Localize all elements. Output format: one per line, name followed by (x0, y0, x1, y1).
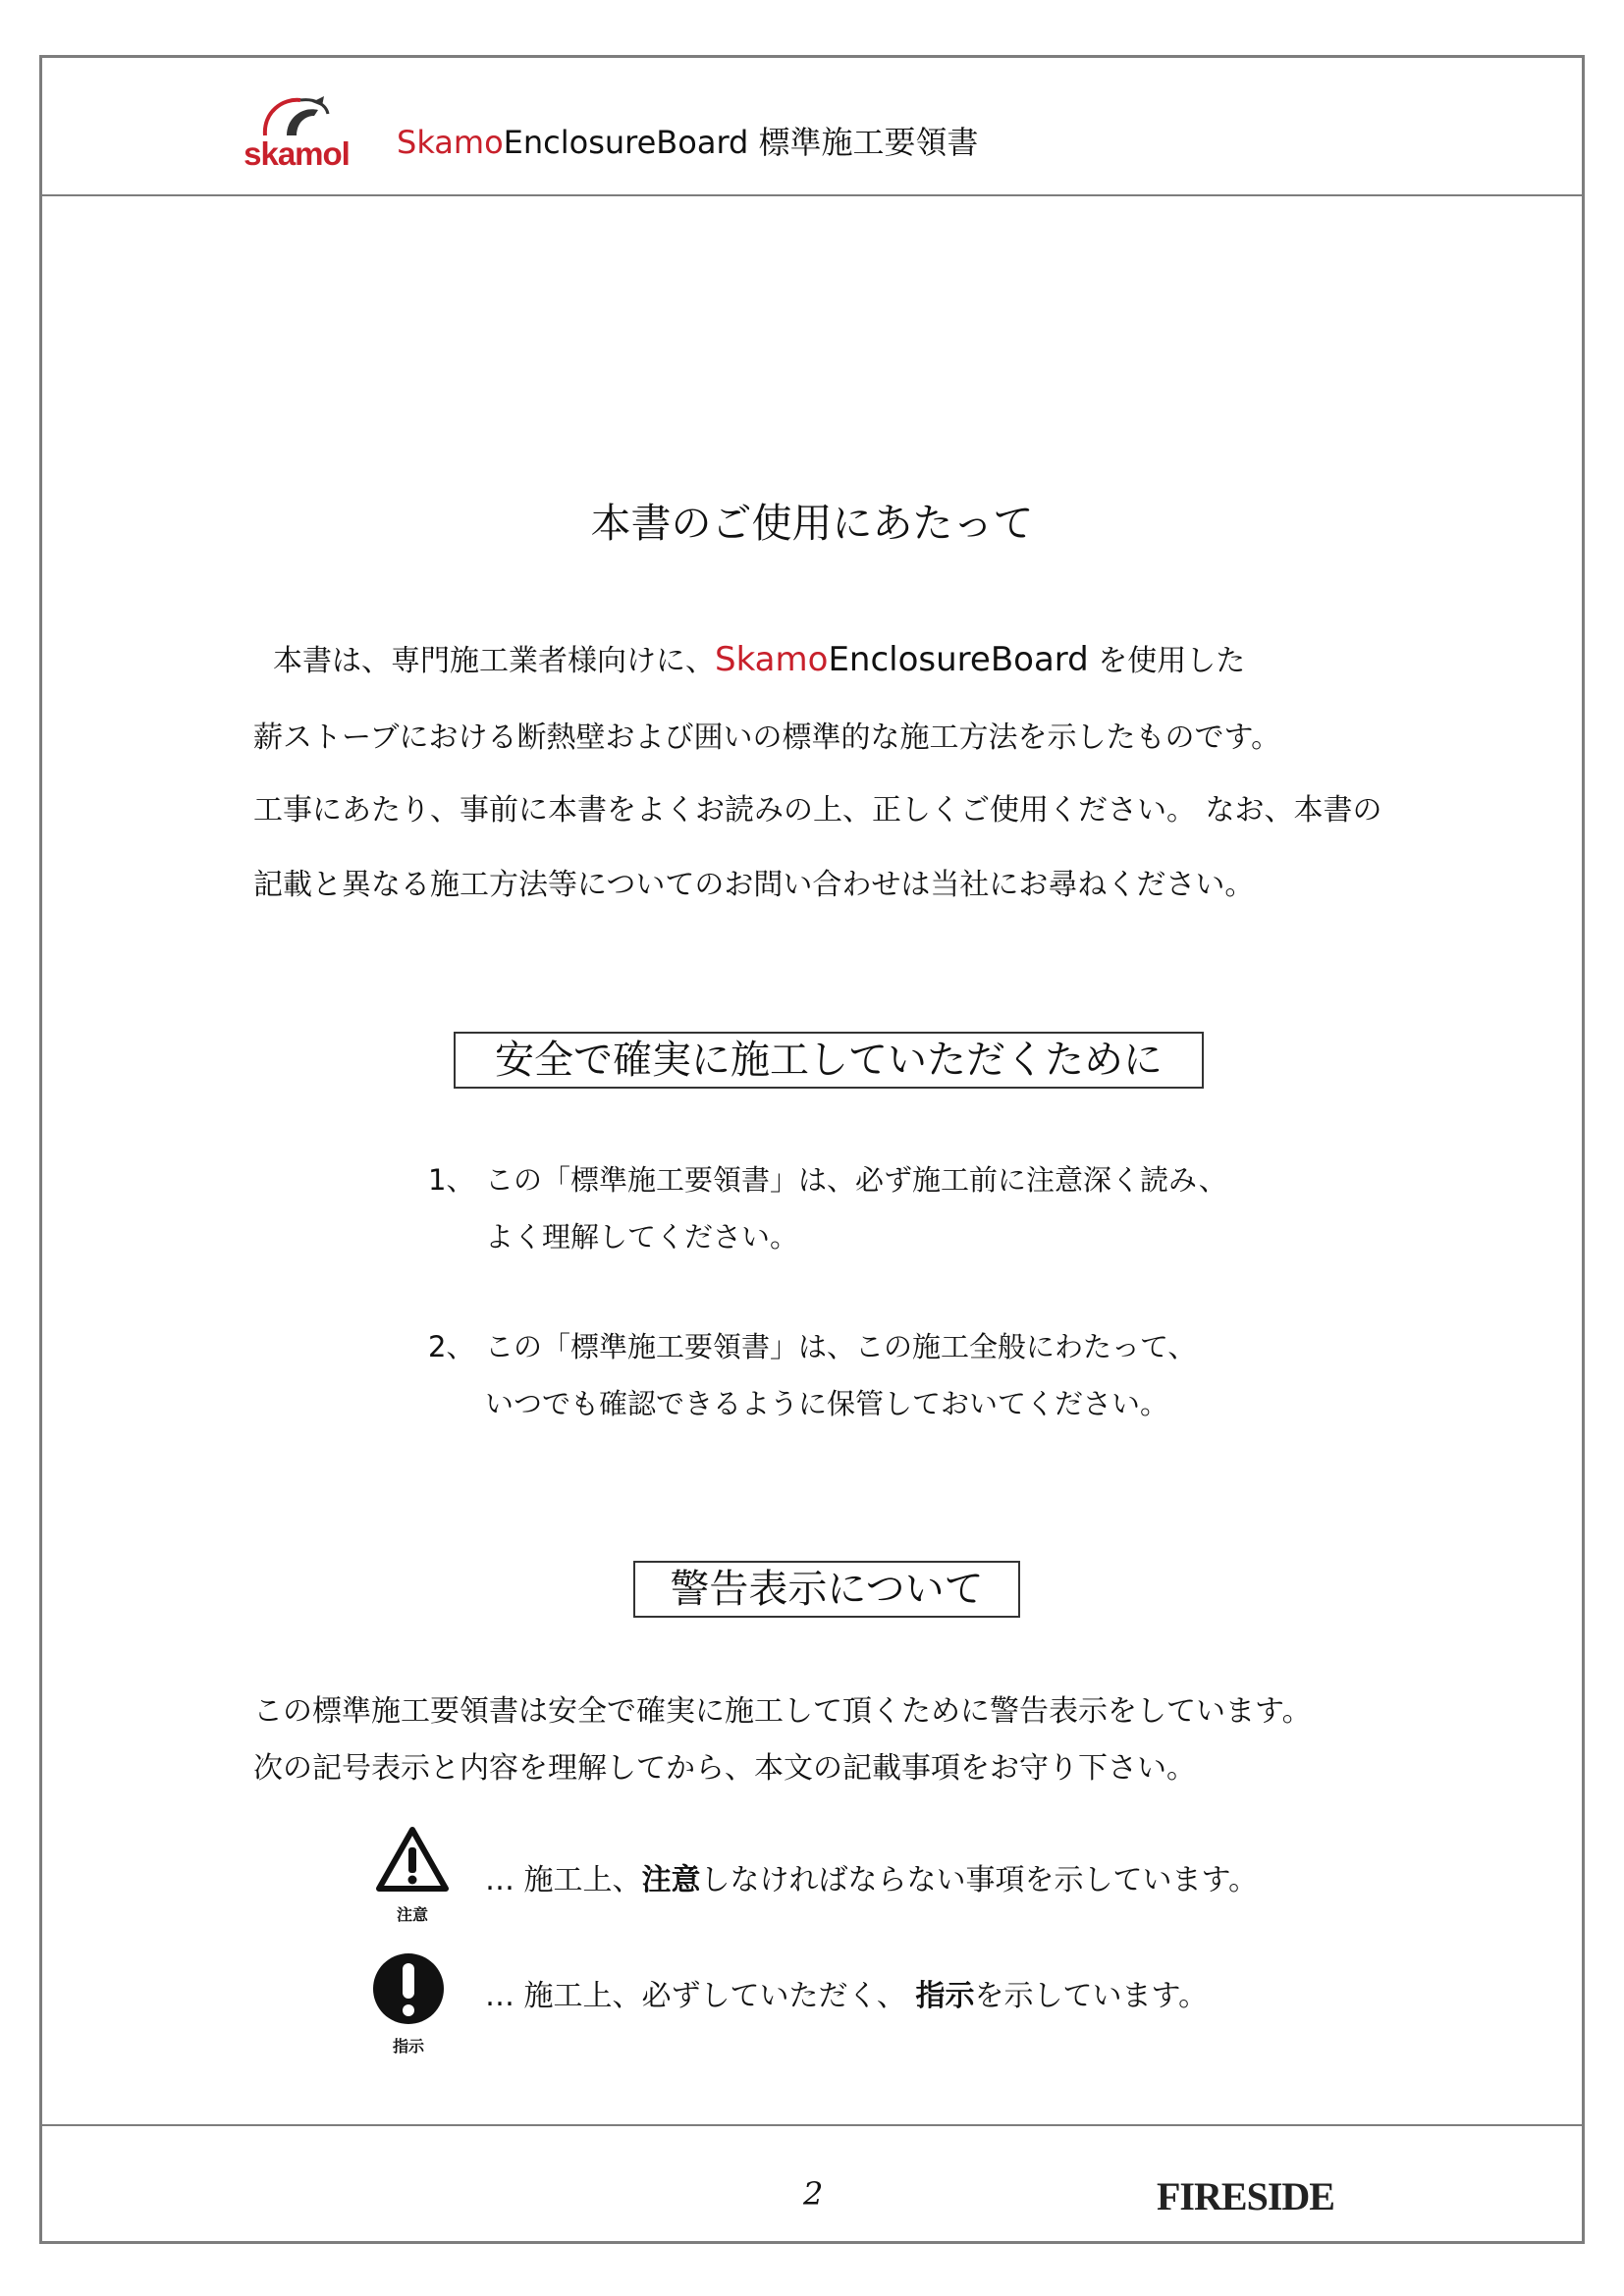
item-line-1: この「標準施工要領書」は、必ず施工前に注意深く読み、 (485, 1163, 1227, 1197)
intro-line-1: 本書は、専門施工業者様向けに、SkamoEnclosureBoard を使用した (273, 640, 1246, 679)
intro-line-3: 工事にあたり、事前に本書をよくお読みの上、正しくご使用ください。 なお、本書の (253, 793, 1382, 828)
document-title (397, 118, 979, 163)
intro-brand: Skamo (715, 640, 829, 679)
instruction-keyword: 指示 (915, 1979, 975, 2013)
item-line-2: よく理解してください。 (485, 1220, 799, 1254)
item-line-2: いつでも確認できるように保管しておいてください。 (485, 1387, 1169, 1420)
item-line-1: この「標準施工要領書」は、この施工全般にわたって、 (485, 1330, 1197, 1363)
caution-caption: 注意 (396, 1905, 428, 1924)
safety-heading: 安全で確実に施工していただくために (454, 1032, 1204, 1089)
warning-heading: 警告表示について (633, 1561, 1020, 1618)
intro-product: EnclosureBoard (828, 640, 1089, 679)
skamol-logo (238, 92, 355, 177)
page-frame (39, 55, 1585, 2244)
instruction-symbol (369, 1951, 448, 2056)
document-title-brand: Skamo (397, 124, 504, 161)
caution-keyword: 注意 (641, 1863, 701, 1897)
intro-line-4: 記載と異なる施工方法等についてのお問い合わせは当社にお尋ねください。 (253, 868, 1255, 902)
document-title-rest: EnclosureBoard 標準施工要領書 (503, 124, 979, 161)
warning-intro-line-1: この標準施工要領書は安全で確実に施工して頂くために警告表示をしています。 (253, 1694, 1312, 1729)
instruction-description: … 施工上、必ずしていただく、 指示を示しています。 (485, 1979, 1209, 2013)
item-number: 2、 (428, 1330, 475, 1363)
exclamation-circle-icon (371, 1951, 446, 2026)
caution-symbol (371, 1826, 454, 1925)
warning-intro-line-2: 次の記号表示と内容を理解してから、本文の記載事項をお守り下さい。 (253, 1751, 1196, 1786)
page-number: 2 (803, 2175, 824, 2213)
instruction-caption: 指示 (392, 2037, 424, 2056)
caution-description: … 施工上、注意しなければならない事項を示しています。 (485, 1863, 1259, 1897)
warning-triangle-icon (375, 1826, 450, 1895)
intro-line-2: 薪ストーブにおける断熱壁および囲いの標準的な施工方法を示したものです。 (253, 721, 1281, 755)
header-divider (39, 194, 1585, 196)
footer-divider (39, 2124, 1585, 2126)
skamol-logo-icon (257, 92, 336, 139)
page-heading: 本書のご使用にあたって (590, 500, 1034, 547)
fireside-logo: FIRESIDE (1157, 2174, 1334, 2218)
item-number: 1、 (428, 1163, 475, 1197)
logo-wordmark: skamol (244, 135, 350, 172)
